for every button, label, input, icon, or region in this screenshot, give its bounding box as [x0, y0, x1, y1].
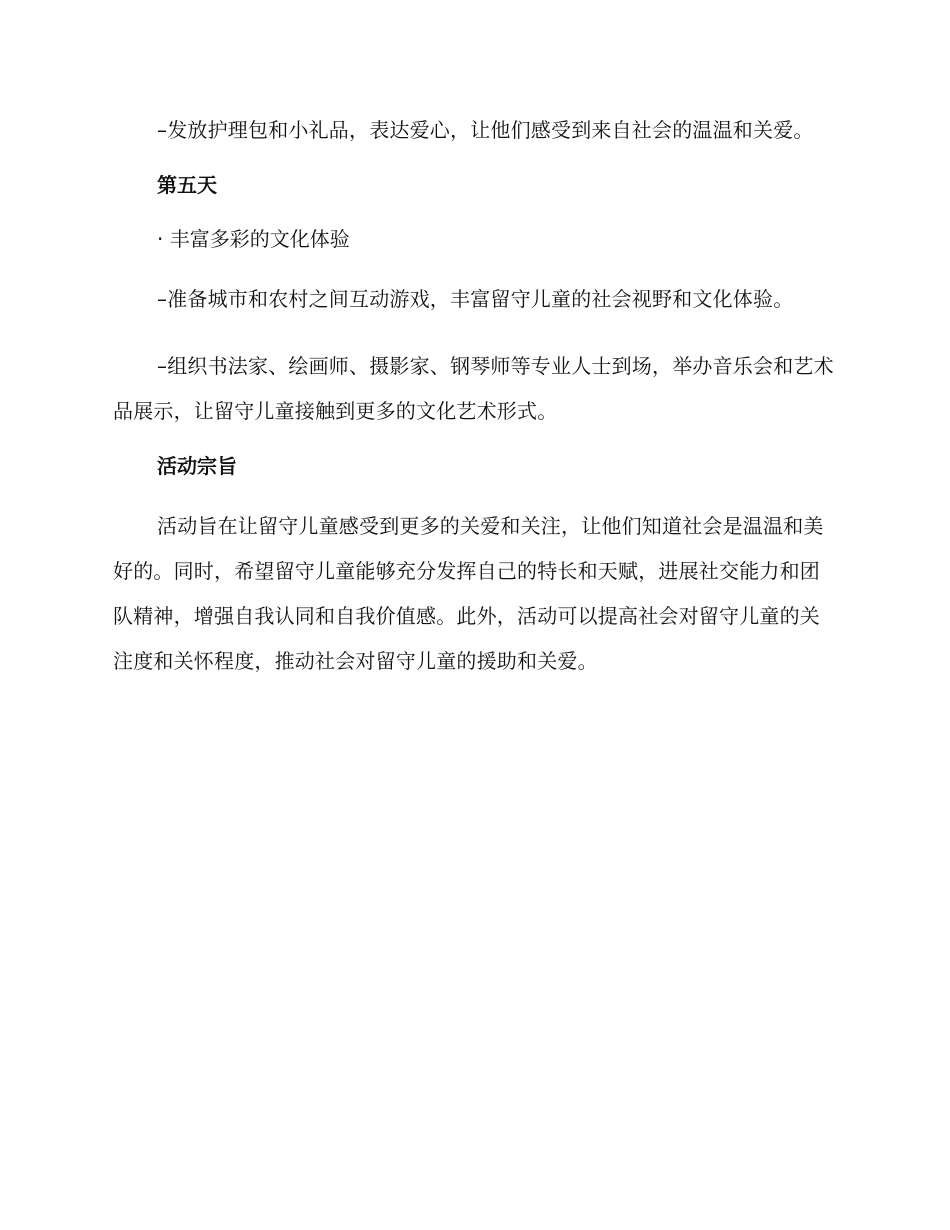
paragraph-activity-purpose: 活动旨在让留守儿童感受到更多的关爱和关注，让他们知道社会是温温和美好的。同时，希望留守儿童能够充分发挥自己的特长和天赋，进展社交能力和团队精神，增强自我认同和自我价值感。此外，活动可以提高社会对留守儿童的关注度和关怀程度，推动社会对留守儿童的援助和关爱。	[113, 514, 824, 673]
heading-activity-purpose: 活动宗旨	[157, 454, 237, 478]
paragraph-arts-professionals: –组织书法家、绘画师、摄影家、钢琴师等专业人士到场，举办音乐会和艺术品展示，让留守儿童接触到更多的文化艺术形式。	[113, 354, 834, 423]
document-page	[113, 108, 835, 706]
paragraph-interactive-games: –准备城市和农村之间互动游戏，丰富留守儿童的社会视野和文化体验。	[157, 287, 794, 311]
paragraph-gift-packages: –发放护理包和小礼品，表达爱心，让他们感受到来自社会的温温和关爱。	[157, 118, 814, 142]
bullet-cultural-experience: · 丰富多彩的文化体验	[157, 227, 350, 251]
heading-day-five: 第五天	[157, 173, 217, 197]
